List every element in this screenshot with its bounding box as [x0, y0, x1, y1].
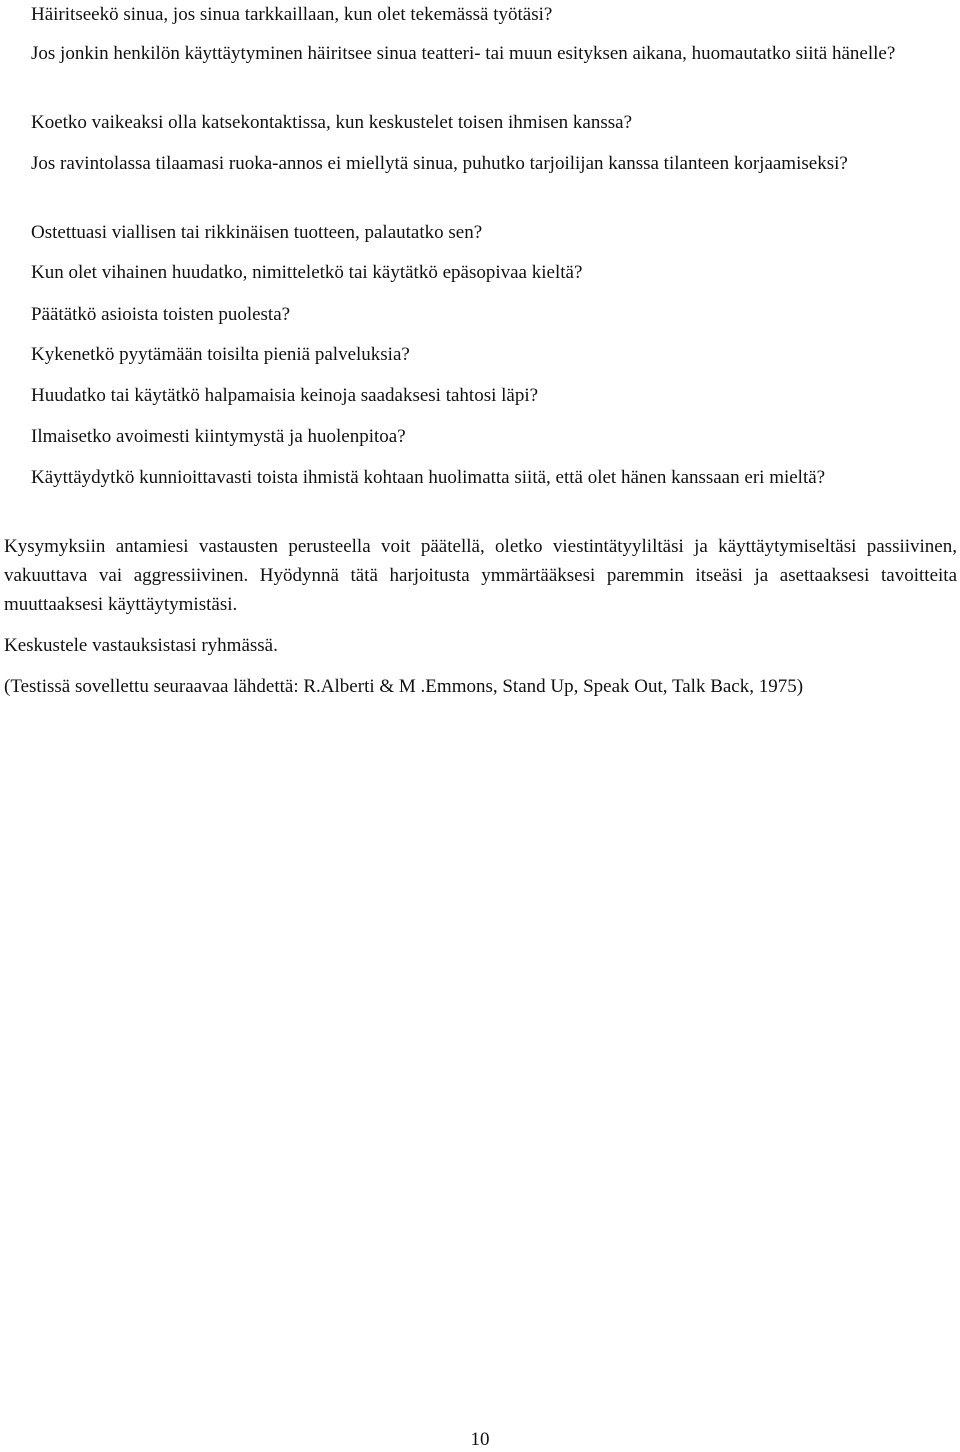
question-item	[31, 300, 957, 329]
question-item	[31, 463, 957, 492]
question-item	[31, 149, 957, 178]
question-item	[31, 258, 957, 287]
question-text: Päätätkö asioista toisten puolesta?	[31, 304, 291, 325]
discussion-paragraph: Keskustele vastauksistasi ryhmässä.	[4, 635, 278, 656]
question-text: Jos jonkin henkilön käyttäytyminen häiritsee sinua teatteri- tai muun esityksen aikana, huomautatko siitä hänelle?	[31, 43, 896, 64]
question-item	[31, 218, 957, 247]
question-text: Koetko vaikeaksi olla katsekontaktissa, kun keskustelet toisen ihmisen kanssa?	[31, 112, 633, 133]
question-text: Kun olet vihainen huudatko, nimitteletkö tai käytätkö epäsopivaa kieltä?	[31, 262, 583, 283]
question-text: Ostettuasi viallisen tai rikkinäisen tuotteen, palautatko sen?	[31, 222, 483, 243]
question-item	[31, 39, 957, 68]
question-text: Käyttäydytkö kunnioittavasti toista ihmistä kohtaan huolimatta siitä, että olet hänen kanssaan eri mieltä?	[31, 467, 826, 488]
question-item	[31, 0, 957, 29]
summary-paragraph: Kysymyksiin antamiesi vastausten perusteella voit päätellä, oletko viestintätyyliltäsi ja käyttäytymiseltäsi passiivinen, vakuuttava vai aggressiivinen. Hyödynnä tätä harjoitusta ymmärtääksesi paremmin itseäsi ja asettaaksesi tavoitteita muuttaaksesi käyttäytymistäsi.	[4, 536, 957, 615]
question-text: Ilmaisetko avoimesti kiintymystä ja huolenpitoa?	[31, 426, 406, 447]
question-item	[31, 422, 957, 451]
question-text: Jos ravintolassa tilaamasi ruoka-annos ei miellytä sinua, puhutko tarjoilijan kanssa tilanteen korjaamiseksi?	[31, 153, 848, 174]
question-item	[31, 381, 957, 410]
question-text: Huudatko tai käytätkö halpamaisia keinoja saadaksesi tahtosi läpi?	[31, 385, 539, 406]
question-text: Kykenetkö pyytämään toisilta pieniä palveluksia?	[31, 344, 410, 365]
question-item	[31, 108, 957, 137]
question-text: Häiritseekö sinua, jos sinua tarkkaillaan, kun olet tekemässä työtäsi?	[31, 4, 553, 25]
page-number: 10	[470, 1429, 490, 1450]
question-item	[31, 340, 957, 369]
source-paragraph: (Testissä sovellettu seuraavaa lähdettä: R.Alberti & M .Emmons, Stand Up, Speak Out, Talk Back, 1975)	[4, 676, 804, 697]
